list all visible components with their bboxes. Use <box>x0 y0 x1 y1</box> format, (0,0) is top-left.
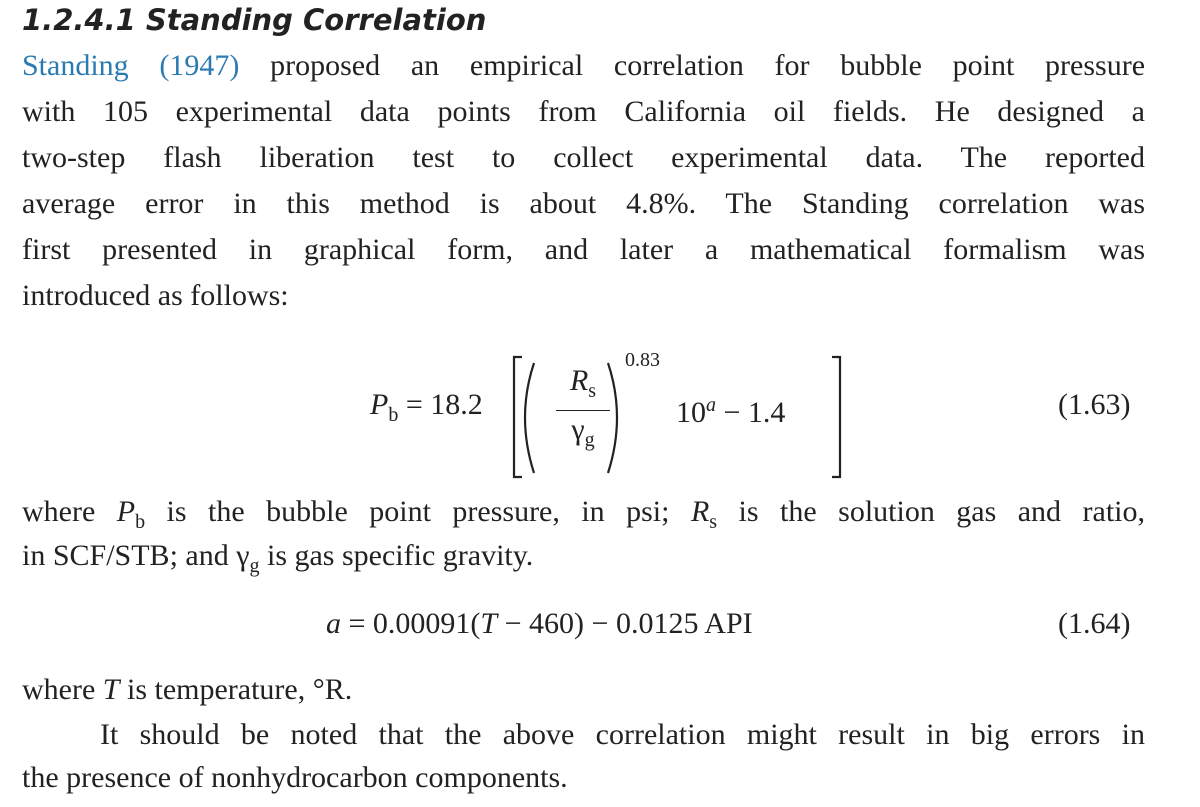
eq-text: = 0.00091( <box>348 607 481 640</box>
text-line: introduced as follows: <box>22 279 289 312</box>
text-line: average error in this method is about 4.8%. The Standing correlation was <box>22 187 1145 220</box>
text-span: is gas specific gravity. <box>259 539 534 572</box>
text-span: is temperature, °R. <box>119 673 353 706</box>
eq-symbol: P <box>116 495 136 528</box>
text-line <box>22 492 1145 542</box>
eq-subscript: g <box>249 555 260 577</box>
equation-number: (1.64) <box>1058 607 1131 640</box>
eq-superscript: a <box>706 394 716 416</box>
eq-subscript: g <box>584 429 595 451</box>
text-line: with 105 experimental data points from California oil fields. He designed a <box>22 95 1145 128</box>
text-span: is the bubble point pressure, in psi; <box>145 495 691 528</box>
eq-symbol: γ <box>236 539 250 572</box>
text-span: in SCF/STB; and <box>22 539 237 572</box>
eq-symbol: T <box>480 607 498 640</box>
text-span: where <box>22 495 117 528</box>
fraction <box>556 362 610 459</box>
eq-subscript: s <box>709 511 718 533</box>
eq-symbol: R <box>690 495 710 528</box>
eq-symbol: γ <box>571 413 585 446</box>
eq-text: − 460) − 0.0125 API <box>497 607 753 640</box>
text-line: It should be noted that the above correlation might result in big errors in <box>100 718 1145 751</box>
text-line: first presented in graphical form, and later a mathematical formalism was <box>22 233 1145 266</box>
equation-1-63 <box>370 340 870 480</box>
eq-text: − 1.4 <box>723 396 786 429</box>
text-span: where <box>22 673 103 706</box>
text-line <box>22 46 1145 86</box>
equation-1-64 <box>326 604 753 644</box>
text-line <box>22 536 1145 586</box>
text-line: two-step flash liberation test to collect experimental data. The reported <box>22 141 1145 174</box>
text-span: proposed an empirical correlation for bubble point pressure <box>239 49 1146 82</box>
eq-subscript: s <box>588 380 597 402</box>
eq-symbol: R <box>569 364 589 397</box>
text-line: the presence of nonhydrocarbon components. <box>22 761 568 794</box>
text-line <box>22 670 1145 710</box>
section-heading: 1.2.4.1 Standing Correlation <box>22 3 487 37</box>
eq-exponent: 0.83 <box>625 349 660 371</box>
eq-subscript: b <box>388 404 399 426</box>
text-span: is the solution gas and ratio, <box>717 495 1145 528</box>
eq-text: 10 <box>676 396 706 429</box>
eq-text: = 18.2 <box>405 388 483 421</box>
eq-symbol: a <box>326 607 341 640</box>
citation-link[interactable]: Standing (1947) <box>22 49 240 82</box>
eq-symbol: P <box>370 388 389 421</box>
equation-number: (1.63) <box>1058 388 1131 421</box>
eq-subscript: b <box>135 511 146 533</box>
eq-symbol: T <box>102 673 120 706</box>
